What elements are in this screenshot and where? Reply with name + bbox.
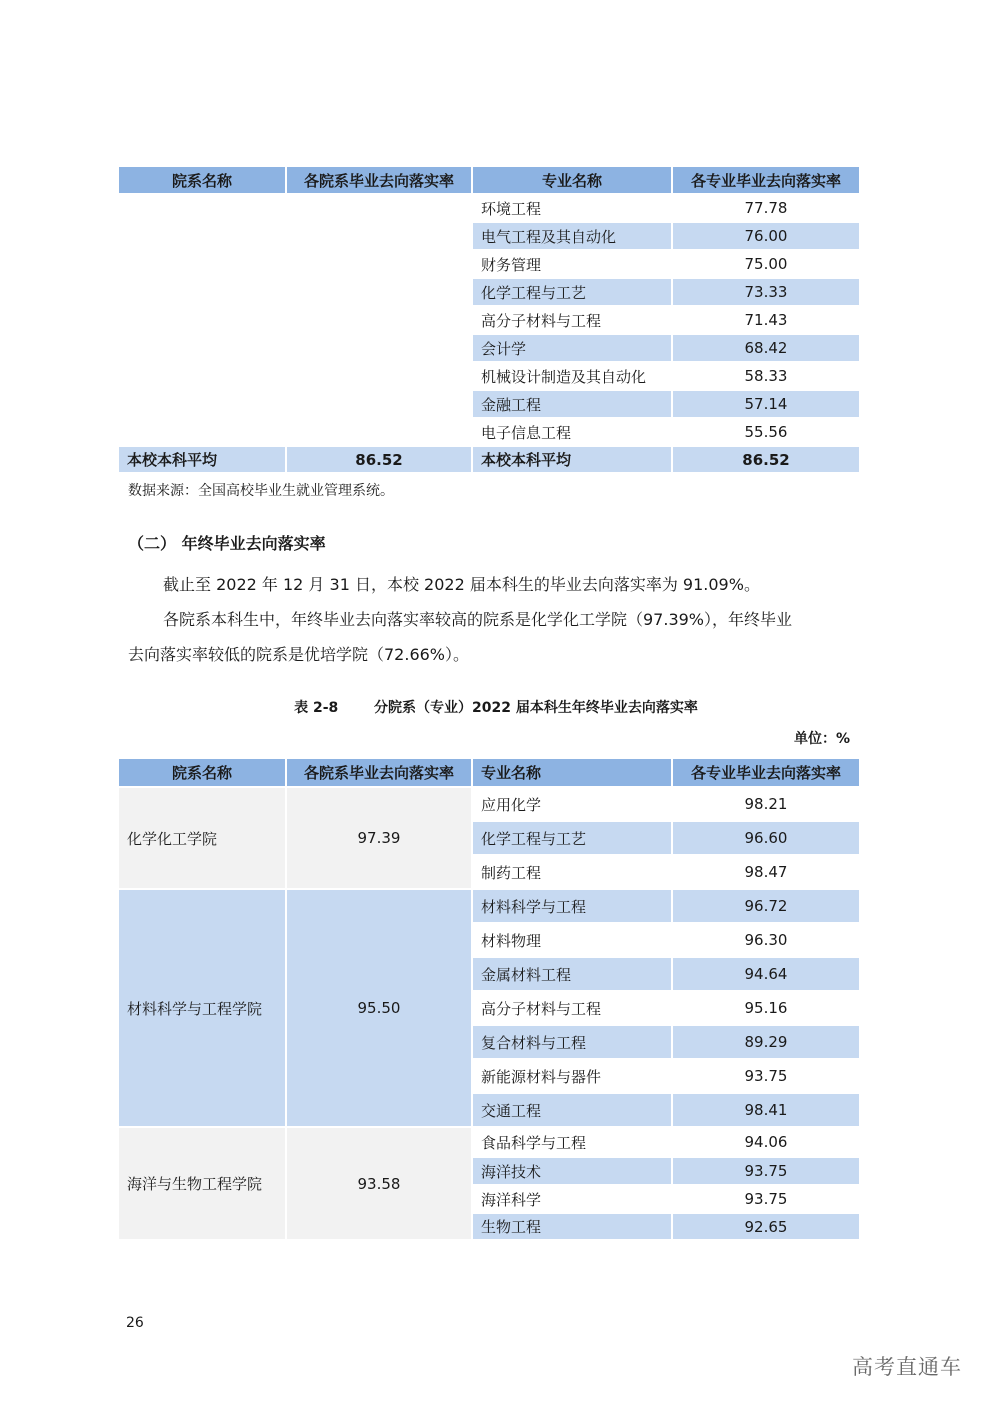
major-rate: 96.60 [673,822,859,856]
major-rate: 94.06 [673,1128,859,1158]
table-row-major: 化学工程与工艺 [473,279,673,307]
table-row-major: 财务管理 [473,251,673,279]
watermark: 高考直通车 [852,1355,962,1379]
source-note: 数据来源：全国高校毕业生就业管理系统。 [128,483,394,499]
average-label-left: 本校本科平均 [119,447,287,474]
table-caption-text: 分院系（专业）2022 届本科生年终毕业去向落实率 [374,700,698,716]
major-name: 金属材料工程 [473,958,673,992]
major-rate: 93.75 [673,1158,859,1186]
paragraph-2-line-2: 去向落实率较低的院系是优培学院（72.66%）。 [128,645,470,664]
paragraph-2-line-1: 各院系本科生中，年终毕业去向落实率较高的院系是化学化工学院（97.39%），年终毕业 [163,610,793,629]
college-name: 材料科学与工程学院 [119,890,287,1128]
page-number: 26 [126,1315,144,1331]
table-caption [0,697,992,717]
empty-rate-cell [287,195,473,447]
major-rate: 98.41 [673,1094,859,1128]
table-row-major: 高分子材料与工程 [473,307,673,335]
major-rate: 96.72 [673,890,859,924]
major-rate: 93.75 [673,1060,859,1094]
major-name: 新能源材料与器件 [473,1060,673,1094]
header-major: 专业名称 [473,759,673,788]
table-row-major: 电子信息工程 [473,419,673,447]
major-rate: 93.75 [673,1186,859,1214]
table-row-rate: 73.33 [673,279,859,307]
table-row-major: 会计学 [473,335,673,363]
table-row-rate: 68.42 [673,335,859,363]
average-value-left: 86.52 [287,447,473,474]
major-name: 交通工程 [473,1094,673,1128]
major-name: 复合材料与工程 [473,1026,673,1060]
header-college: 院系名称 [119,167,287,195]
college-rate: 97.39 [287,788,473,890]
major-rate: 92.65 [673,1214,859,1241]
major-rate: 89.29 [673,1026,859,1060]
major-name: 生物工程 [473,1214,673,1241]
major-name: 海洋技术 [473,1158,673,1186]
table-row-major: 金融工程 [473,391,673,419]
college-rate: 93.58 [287,1128,473,1241]
table-row-major: 机械设计制造及其自动化 [473,363,673,391]
table-row-rate: 76.00 [673,223,859,251]
major-rate: 95.16 [673,992,859,1026]
paragraph-1: 截止至 2022 年 12 月 31 日，本校 2022 届本科生的毕业去向落实率为 91.09%。 [163,575,760,594]
table-row-major: 环境工程 [473,195,673,223]
table-caption-number: 表 2-8 [294,700,339,716]
college-rate: 95.50 [287,890,473,1128]
college-name: 化学化工学院 [119,788,287,890]
table-row-rate: 77.78 [673,195,859,223]
header-college-rate: 各院系毕业去向落实率 [287,167,473,195]
table-row-rate: 57.14 [673,391,859,419]
major-rate: 98.21 [673,788,859,822]
header-major-rate: 各专业毕业去向落实率 [673,167,859,195]
header-college: 院系名称 [119,759,287,788]
major-name: 材料科学与工程 [473,890,673,924]
major-rate: 98.47 [673,856,859,890]
section-heading: （二） 年终毕业去向落实率 [128,534,326,553]
unit-label: 单位：% [793,731,850,747]
major-name: 食品科学与工程 [473,1128,673,1158]
average-label-right: 本校本科平均 [473,447,673,474]
major-name: 材料物理 [473,924,673,958]
major-name: 海洋科学 [473,1186,673,1214]
college-name: 海洋与生物工程学院 [119,1128,287,1241]
average-value-right: 86.52 [673,447,859,474]
table-bottom [119,759,859,1241]
table-row-rate: 71.43 [673,307,859,335]
table-row-major: 电气工程及其自动化 [473,223,673,251]
table-top [119,167,859,474]
table-row-rate: 58.33 [673,363,859,391]
major-rate: 94.64 [673,958,859,992]
empty-college-cell [119,195,287,447]
table-row-rate: 55.56 [673,419,859,447]
major-rate: 96.30 [673,924,859,958]
major-name: 应用化学 [473,788,673,822]
major-name: 制药工程 [473,856,673,890]
major-name: 化学工程与工艺 [473,822,673,856]
header-major-rate: 各专业毕业去向落实率 [673,759,859,788]
header-college-rate: 各院系毕业去向落实率 [287,759,473,788]
header-major: 专业名称 [473,167,673,195]
major-name: 高分子材料与工程 [473,992,673,1026]
table-row-rate: 75.00 [673,251,859,279]
